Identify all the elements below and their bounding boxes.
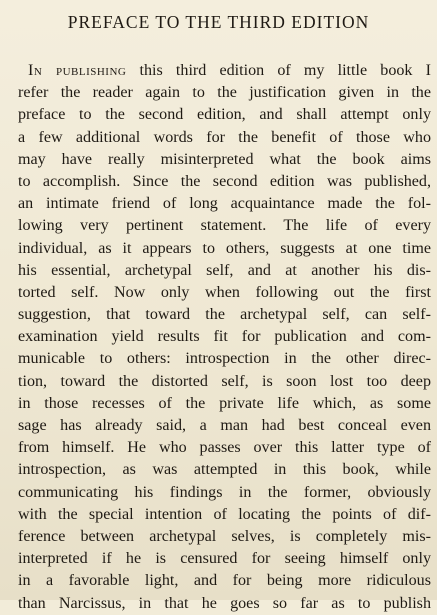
text-line: communicating his findings in the former, obviously — [18, 483, 431, 501]
text-line: ference between archetypal selves, is completely mis- — [18, 527, 431, 545]
text-line: sage has already said, a man had best conceal even — [18, 417, 431, 434]
text-line: tion, toward the distorted self, is soon lost too deep — [18, 372, 431, 390]
first-line-text: this third edition of my little book I — [126, 62, 431, 79]
text-line: lowing very pertinent statement. The life of every — [18, 217, 431, 235]
text-line: interpreted if he is censured for seeing himself only — [18, 550, 431, 568]
text-line: to accomplish. Since the second edition was published, — [18, 172, 431, 190]
preface-heading: PREFACE TO THE THIRD EDITION — [67, 12, 370, 32]
text-line: in those recesses of the private life which, as some — [18, 394, 431, 412]
text-line: than Narcissus, in that he goes so far as to publish — [18, 594, 431, 612]
text-line: in a favorable light, and for being more ridiculous — [18, 572, 431, 590]
text-line: introspection, as was attempted in this book, while — [18, 461, 431, 479]
text-line: examination yield results fit for publication and com- — [18, 328, 431, 346]
text-line: refer the reader again to the justification given in the — [18, 84, 431, 102]
preface-body — [18, 60, 431, 615]
text-line: suggestion, that toward the archetypal self, can self- — [18, 306, 431, 324]
text-line: from himself. He who passes over this latter type of — [18, 439, 431, 457]
opening-words: In publishing — [28, 62, 127, 79]
text-line: an intimate friend of long acquaintance made the fol- — [18, 195, 431, 213]
text-line: individual, as it appears to others, suggests at one time — [18, 239, 431, 257]
text-line: torted self. Now only when following out the first — [18, 283, 431, 301]
text-line: a few additional words for the benefit of those who — [18, 128, 431, 146]
text-line: with the special intention of locating the points of dif- — [18, 505, 431, 523]
text-line: may have really misinterpreted what the book aims — [18, 150, 431, 168]
text-line: preface to the second edition, and shall attempt only — [18, 106, 431, 124]
text-line: municable to others: introspection in the other direc- — [18, 350, 431, 368]
text-line — [18, 60, 431, 82]
text-line: his essential, archetypal self, and at another his dis- — [18, 261, 431, 279]
